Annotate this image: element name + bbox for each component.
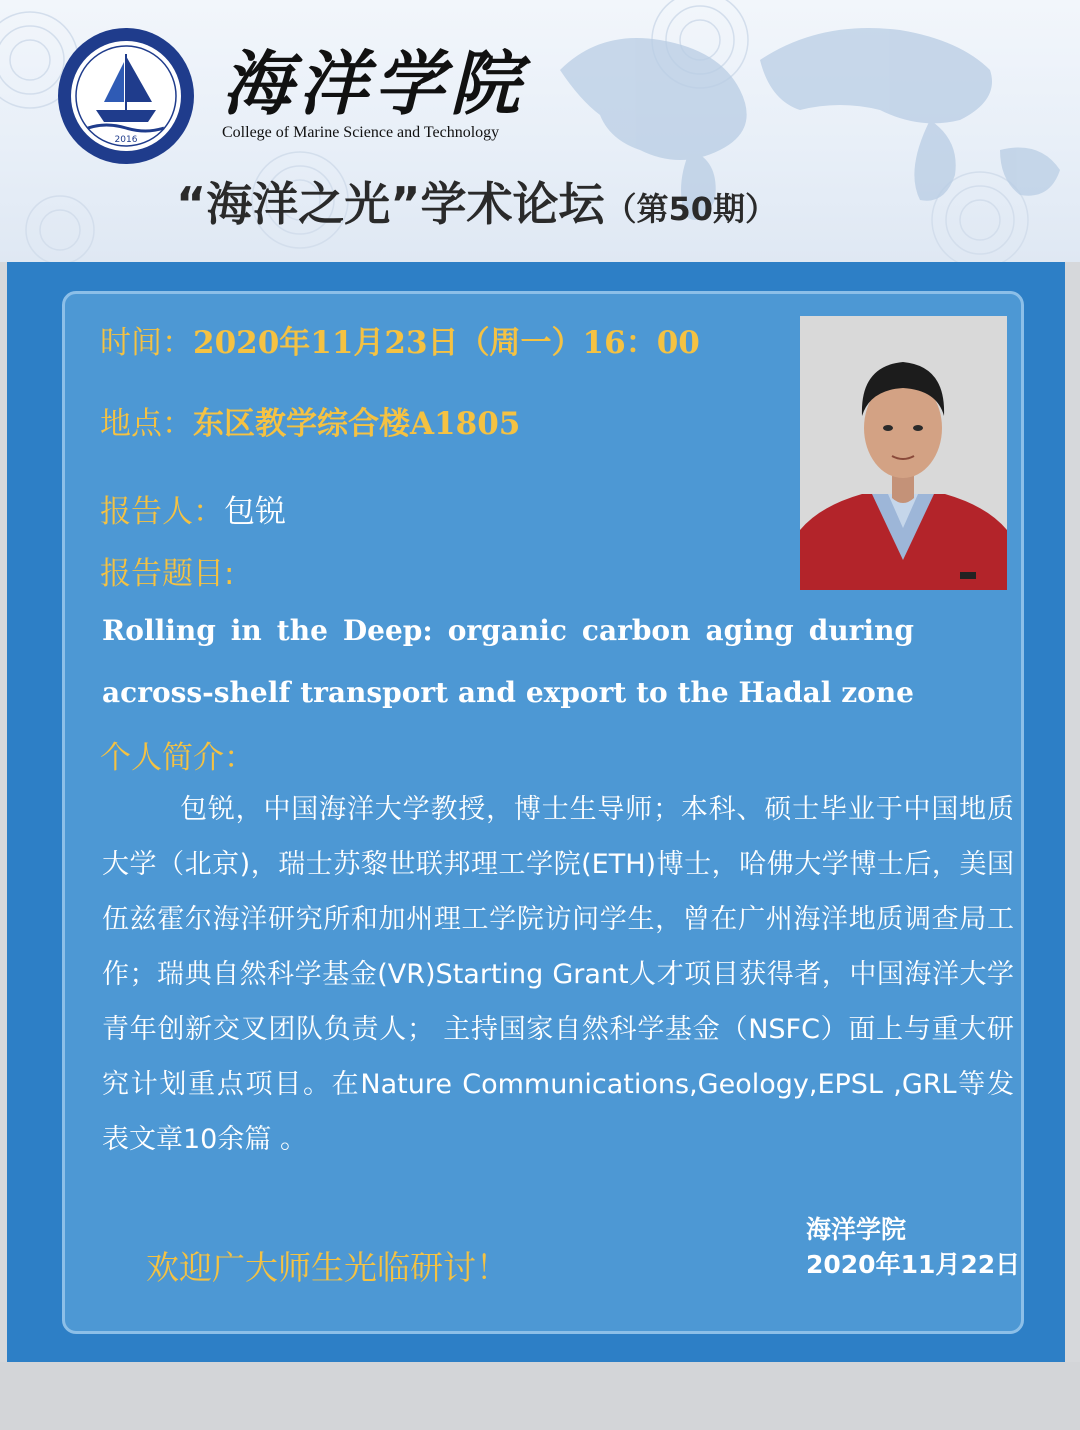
speaker-row: [100, 486, 286, 531]
place-value: 东区教学综合楼A1805: [193, 406, 521, 442]
topic-label: 报告题目:: [100, 556, 235, 592]
speaker-name: 包锐: [224, 494, 286, 530]
forum-title: [176, 168, 777, 234]
signature-org: 海洋学院: [806, 1215, 907, 1244]
bio-label: 个人简介：: [100, 740, 255, 776]
speaker-bio: [102, 782, 1014, 1167]
time-value: 2020年11月23日（周一）16：00: [193, 325, 700, 361]
topic-title-line-1: Rolling in the Deep: organic carbon aging during: [102, 614, 914, 647]
signature-date: 2020年11月22日: [806, 1250, 1021, 1279]
speaker-bio-text: 包锐，中国海洋大学教授，博士生导师；本科、硕士毕业于中国地质大学（北京)，瑞士苏黎世联邦理工学院(ETH)博士，哈佛大学博士后，美国伍兹霍尔海洋研究所和加州理工学院访问学生，曾在广州海洋地质调查局工作；瑞典自然科学基金(VR)Starting Grant人才项目获得者，中国海洋大学青年创新交叉团队负责人； 主持国家自然科学基金（NSFC）面上与重大研究计划重点项目。在Nature Communications,Geology,EPSL ,GRL等发表文章10余篇 。: [102, 794, 1014, 1155]
header-banner: [0, 0, 1080, 262]
welcome-message: 欢迎广大师生光临研讨！: [146, 1248, 509, 1287]
speaker-portrait-image: [800, 316, 1007, 590]
speaker-label: 报告人：: [100, 494, 224, 530]
svg-text:2016: 2016: [114, 135, 138, 145]
place-row: [100, 398, 520, 443]
time-row: [100, 317, 700, 362]
place-label: 地点：: [100, 406, 193, 442]
college-logo: [56, 26, 196, 166]
bio-label-row: [100, 732, 255, 777]
forum-issue-number: （第50期）: [604, 190, 778, 228]
page-footer-strip: [0, 1362, 1080, 1430]
forum-title-main: “海洋之光”学术论坛: [176, 177, 605, 231]
speaker-photo: [800, 316, 1007, 590]
topic-label-row: [100, 548, 234, 593]
college-brand-calligraphy: 海洋学院: [222, 42, 526, 125]
topic-title-line-2: across-shelf transport and export to the Hadal zone: [102, 676, 914, 709]
college-name-english: College of Marine Science and Technology: [222, 124, 500, 141]
signature-block: [806, 1212, 1020, 1282]
time-label: 时间：: [100, 325, 193, 361]
